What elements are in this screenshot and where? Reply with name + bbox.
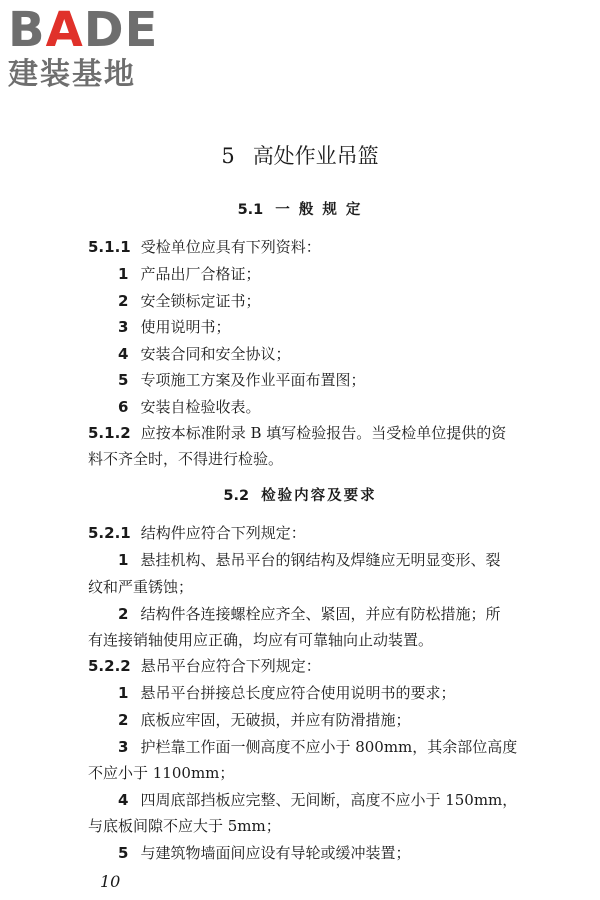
- list-item: 5 专项施工方案及作业平面布置图；: [118, 371, 366, 389]
- list-item: 3 护栏靠工作面一侧高度不应小于 800mm，其余部位高度: [118, 738, 518, 756]
- list-item: 1 产品出厂合格证；: [118, 265, 261, 283]
- list-item: 2 安全锁标定证书；: [118, 292, 261, 310]
- list-item: 2 底板应牢固，无破损，并应有防滑措施；: [118, 711, 411, 729]
- list-item-cont: 不应小于 1100mm；: [88, 764, 235, 782]
- list-item: 5 与建筑物墙面间应设有导轮或缓冲装置；: [118, 844, 411, 862]
- section-heading-5-1: 5.1 一 般 规 定: [237, 202, 363, 218]
- bade-logo: [8, 4, 178, 100]
- list-item-cont: 有连接销轴使用应正确，均应有可靠轴向止动装置。: [88, 631, 434, 649]
- list-item: 2 结构件各连接螺栓应齐全、紧固，并应有防松措施；所: [118, 605, 501, 623]
- section-heading-5-2: 5.2 检验内容及要求: [223, 488, 377, 504]
- page-number: 10: [100, 872, 121, 891]
- list-item: 1 悬挂机构、悬吊平台的钢结构及焊缝应无明显变形、裂: [118, 551, 501, 569]
- clause-5-1-1: 5.1.1 受检单位应具有下列资料：: [88, 238, 321, 256]
- clause-5-2-2: 5.2.2 悬吊平台应符合下列规定：: [88, 657, 321, 675]
- list-item: 1 悬吊平台拼接总长度应符合使用说明书的要求；: [118, 684, 456, 702]
- list-item-cont: 纹和严重锈蚀；: [88, 578, 194, 596]
- list-item-cont: 与底板间隙不应大于 5mm；: [88, 817, 281, 835]
- clause-5-1-2-cont: 料不齐全时，不得进行检验。: [88, 450, 284, 468]
- logo-subtitle: 建装基地: [8, 57, 136, 92]
- list-item: 6 安装自检验收表。: [118, 398, 261, 416]
- list-item: 3 使用说明书；: [118, 318, 231, 336]
- chapter-title: 5 高处作业吊篮: [221, 144, 379, 168]
- logo-wordmark: BADE: [8, 2, 159, 58]
- clause-5-1-2: 5.1.2 应按本标准附录 B 填写检验报告。当受检单位提供的资: [88, 424, 507, 442]
- list-item: 4 安装合同和安全协议；: [118, 345, 291, 363]
- list-item: 4 四周底部挡板应完整、无间断，高度不应小于 150mm，: [118, 791, 518, 809]
- clause-5-2-1: 5.2.1 结构件应符合下列规定：: [88, 524, 306, 542]
